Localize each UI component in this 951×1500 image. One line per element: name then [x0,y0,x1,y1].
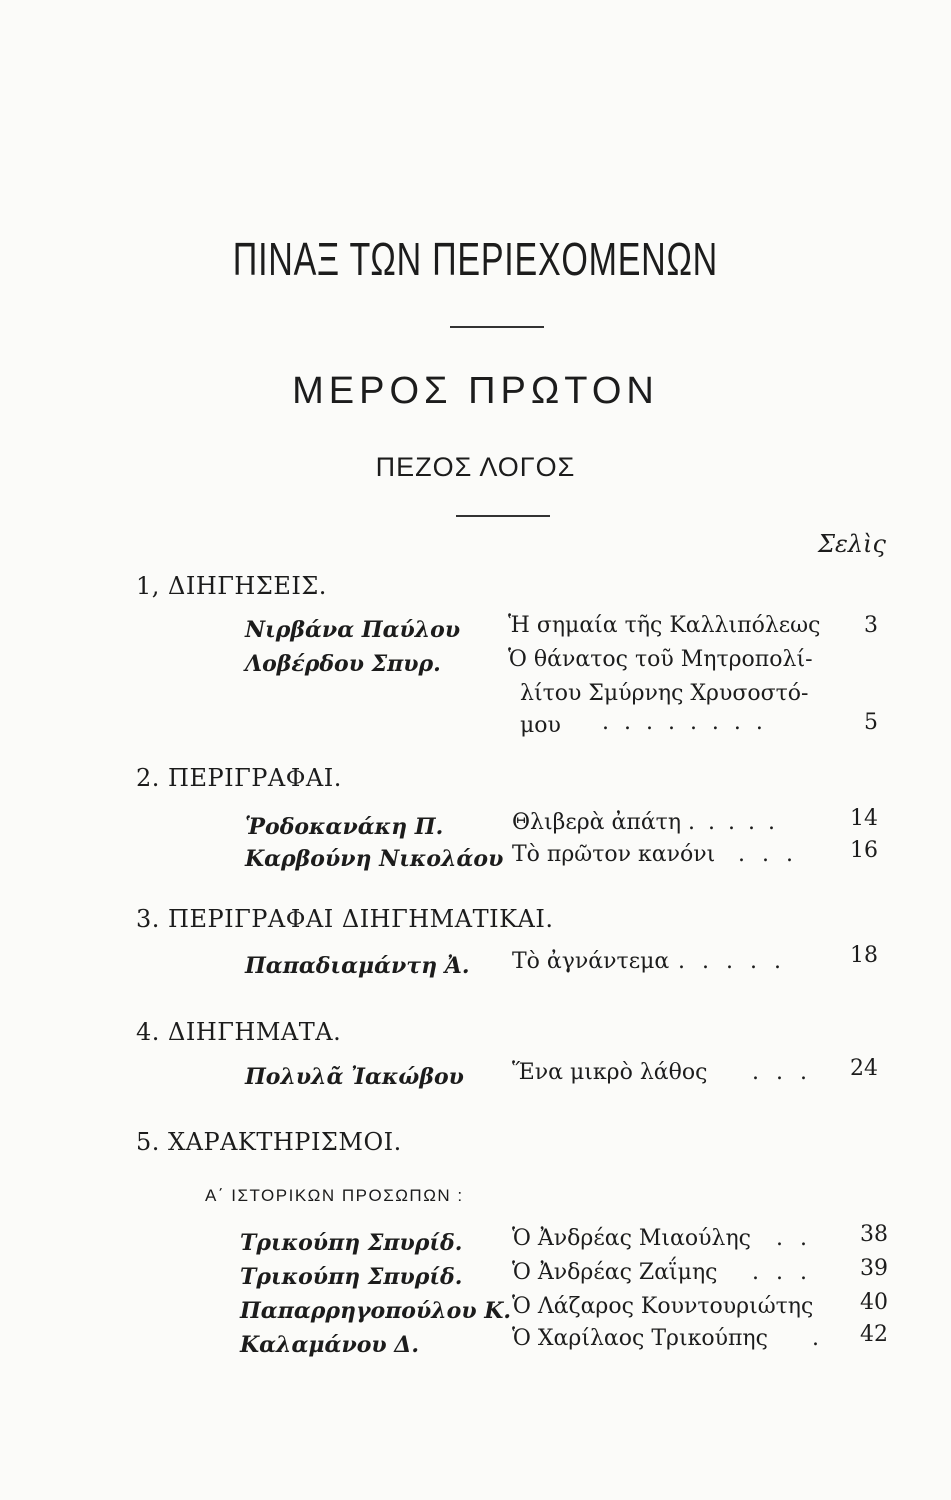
entry-page: 24 [850,1056,878,1081]
entry-page: 42 [860,1322,888,1347]
entry-author: Παπαδιαμάντη Ἀ. [245,953,470,979]
entry-dots: . . . [752,1260,812,1285]
section-heading: 5. ΧΑΡΑΚΤΗΡΙΣΜΟΙ. [136,1128,402,1156]
entry-author: Λοβέρδου Σπυρ. [245,651,441,677]
subsection-heading: Α΄ ΙΣΤΟΡΙΚΩΝ ΠΡΟΣΩΠΩΝ : [205,1186,464,1205]
entry-dots: . . . . . [678,949,786,974]
entry-dots: . . . [752,1060,812,1085]
entry-author: Ῥοδοκανάκη Π. [245,814,444,840]
entry-title-line: Ὁ θάνατος τοῦ Μητροπολί- [508,647,813,672]
entry-author: Τρικούπη Σπυρίδ. [240,1264,463,1290]
entry-dots: . . . . . [688,810,778,835]
entry-title: Ἡ σημαία τῆς Καλλιπόλεως [508,613,821,638]
section-heading: 1, ΔΙΗΓΗΣΕΙΣ. [136,572,327,600]
entry-page: 3 [864,613,878,638]
entry-author: Νιρβάνα Παύλου [245,617,461,643]
entry-title-line: λίτου Σμύρνης Χρυσοστό- [520,681,809,706]
entry-dots: . . [776,1226,812,1251]
entry-page: 38 [860,1222,888,1247]
section-heading: 4. ΔΙΗΓΗΜΑΤΑ. [136,1018,342,1046]
entry-title: Τὸ ἀγνάντεμα [512,949,670,974]
entry-author: Καρβούνη Νικολάου [245,846,504,872]
entry-title: Ἕνα μικρὸ λάθος [512,1060,708,1085]
entry-dots: . [812,1326,819,1351]
subpart-title: ΠΕΖΟΣ ΛΟΓΟΣ [375,452,576,482]
pages-column-label: Σελὶς [818,530,886,558]
entry-title: Ὁ Λάζαρος Κουντουριώτης [512,1294,814,1319]
section-heading: 2. ΠΕΡΙΓΡΑΦΑΙ. [136,764,342,792]
entry-title: Ὁ Ἀνδρέας Μιαούλης [512,1226,751,1251]
entry-author: Τρικούπη Σπυρίδ. [240,1230,463,1256]
entry-page: 40 [860,1290,888,1315]
entry-author: Παπαρρηγοπούλου Κ. [240,1298,512,1324]
entry-title-line: μου [520,713,561,738]
section-heading: 3. ΠΕΡΙΓΡΑΦΑΙ ΔΙΗΓΗΜΑΤΙΚΑΙ. [136,905,554,933]
entry-dots: . . . [738,842,798,867]
entry-page: 18 [850,943,878,968]
entry-title: Τὸ πρῶτον κανόνι [512,842,716,867]
subpart-divider [456,515,550,517]
entry-page: 39 [860,1256,888,1281]
entry-title: Ὁ Χαρίλαος Τρικούπης [512,1326,768,1351]
entry-page: 16 [850,838,878,863]
part-title: ΜΕΡΟΣ ΠΡΩΤΟΝ [292,370,659,412]
entry-page: 14 [850,806,878,831]
entry-title: Θλιβερὰ ἀπάτη [512,810,682,835]
entry-author: Πολυλᾶ Ἰακώβου [245,1064,464,1090]
entry-dots: . . . . . . . . [602,710,767,735]
title-divider [450,326,544,328]
entry-title: Ὁ Ἀνδρέας Ζαΐμης [512,1260,718,1285]
entry-author: Καλαμάνου Δ. [240,1332,420,1358]
page-title: ΠΙΝΑΞ ΤΩΝ ΠΕΡΙΕΧΟΜΕΝΩΝ [232,233,718,285]
entry-page: 5 [864,710,878,735]
